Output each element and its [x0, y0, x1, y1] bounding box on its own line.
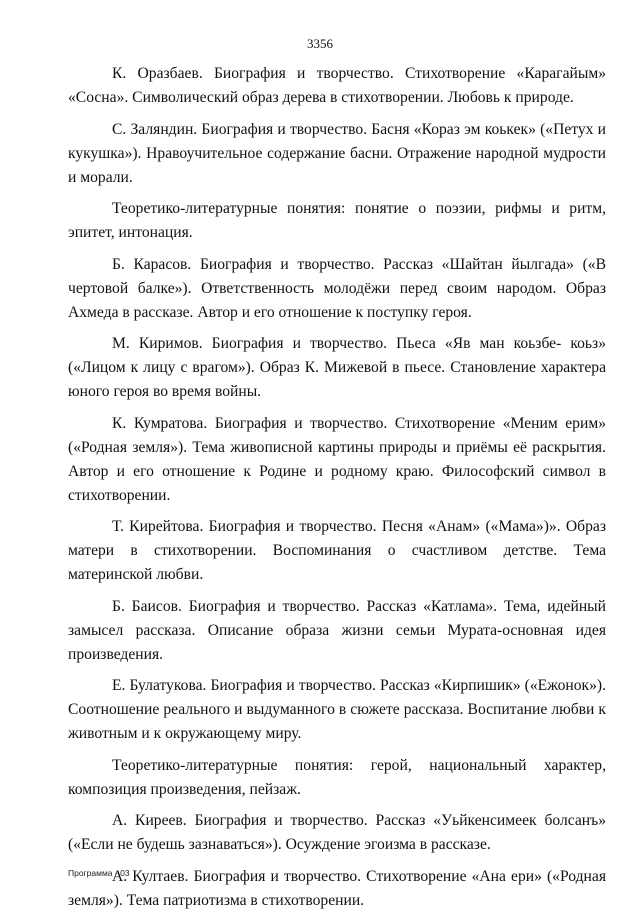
paragraph-kireytova: Т. Кирейтова. Биография и творчество. Песня «Анам» («Мама»)». Образ матери в стихотворении. Воспоминания о счастливом детстве. Тема материнской любви.	[68, 518, 606, 583]
page-body	[68, 62, 606, 920]
paragraph-kumratova: К. Кумратова. Биография и творчество. Стихотворение «Меним ерим» («Родная земля»). Тема живописной картины природы и приёмы её раскрытия. Автор и его отношение к Родине и родному краю. Философский символ в стихотворении.	[68, 414, 606, 504]
page-footer: Программа - 03	[68, 868, 130, 878]
paragraph-kultaev: А. Култаев. Биография и творчество. Стихотворение «Ана ери» («Родная земля»). Тема патриотизма в стихотворении.	[68, 867, 606, 909]
paragraph-theory-poetry: Теоретико-литературные понятия: понятие о поэзии, рифмы и ритм, эпитет, интонация.	[68, 200, 606, 241]
paragraph-karasov: Б. Карасов. Биография и творчество. Рассказ «Шайтан йылгада» («В чертовой балке»). Ответственность молодёжи перед своим народом. Образ Ахмеда в рассказе. Автор и его отношение к поступку героя.	[68, 255, 606, 321]
paragraph-bulatukova: Е. Булатукова. Биография и творчество. Рассказ «Кирпишик» («Ежонок»). Соотношение реального и выдуманного в сюжете рассказа. Воспитание любви к животным и к окружающему миру.	[68, 677, 606, 742]
paragraph-baisov: Б. Баисов. Биография и творчество. Рассказ «Катлама». Тема, идейный замысел рассказа. Описание образа жизни семьи Мурата-основная идея произведения.	[68, 597, 606, 663]
paragraph-kireev: А. Киреев. Биография и творчество. Рассказ «Уьйкенсимеек болсанъ» («Если не будешь зазнаваться»). Осуждение эгоизма в рассказе.	[68, 812, 606, 853]
paragraph-orazbaev: К. Оразбаев. Биография и творчество. Стихотворение «Карагайым» «Сосна». Символический образ дерева в стихотворении. Любовь к природе.	[68, 65, 606, 106]
page-number: 3356	[307, 36, 333, 51]
paragraph-theory-hero: Теоретико-литературные понятия: герой, национальный характер, композиция произведения, пейзаж.	[68, 756, 606, 798]
paragraph-kirimov: М. Киримов. Биография и творчество. Пьеса «Яв ман коьзбе- коьз» («Лицом к лицу с врагом»). Образ К. Мижевой в пьесе. Становление характера юного героя во время войны.	[68, 335, 606, 400]
paragraph-zalyandin: С. Заляндин. Биография и творчество. Басня «Кораз эм коькек» («Петух и кукушка»). Нравоучительное содержание басни. Отражение народной мудрости и морали.	[68, 120, 606, 186]
